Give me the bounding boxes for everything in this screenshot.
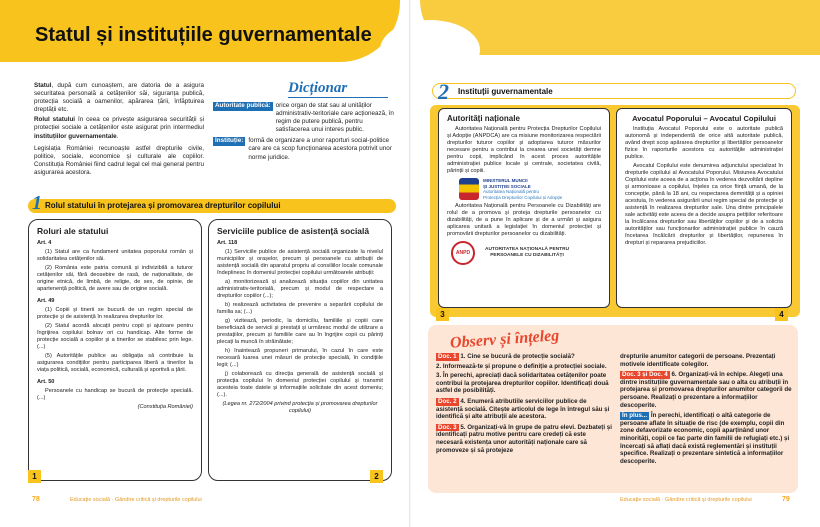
intro-text: Statul, după cum cunoaștem, are datoria de a asigura securitatea personală a cetățenilor săi, siguranța publică, protecția socială a oamenilor, apărarea țării, înfăptuirea dreptății etc. Rolul statului în ceea ce privește asigurarea securității și protecției sociale a cetățenilor este asigurat prin intermediul instituțiilor guvernamentale. Legislația României recunoaște astfel drepturile civile, politice, sociale, economice și culturale ale copiilor. Constituția României fiind cadrul legal cel mai general pentru asigurarea acestora. (34, 82, 204, 176)
dictionar-title: Dicționar (288, 80, 388, 98)
doc34-tag: Doc. 3 și Doc. 4 (622, 371, 668, 379)
art49-1: (1) Copiii și tinerii se bucură de un regim special de protecție și de asistență în realizarea drepturilor lor. (37, 307, 193, 320)
observ-title: Observ și înțeleg (449, 327, 560, 352)
dict-def-2: formă de organizare a unor raporturi social-politice care are ca scop funcționarea acestora potrivit unor norme juridice. (248, 137, 392, 161)
intro-p1-bold: Statul (34, 82, 52, 89)
logo1-line1: MINISTERUL MUNCII (483, 178, 528, 183)
art50-label: Art. 50 (37, 379, 55, 385)
art118-a: a) monitorizează și analizează situația copiilor din unitatea administrativ-teritorială, precum și modul de respectare a drepturilor copiilor (...); (217, 279, 383, 299)
art49-label: Art. 49 (37, 298, 55, 304)
doc3-tag: Doc. 3 (438, 423, 457, 431)
section2-number: 2 (438, 79, 449, 104)
section1-number: 1 (32, 192, 42, 214)
box3-p1: Autoritatea Națională pentru Protecția Drepturilor Copilului și Adopție (ANPDCA) are ca misiune monitorizarea respectării drepturilor tuturor copiilor și adoptarea tuturor măsurilor necesare pentru a contribui la crearea unei societăți demne pentru copii, implicând în acest proces autoritățile administrației publice locale și centrale, societatea civilă, părinții și copiii. (447, 126, 601, 174)
page-title: Statul și instituțiile guvernamentale (35, 24, 372, 46)
box4-p1: Instituția Avocatul Poporului este o autoritate publică autonomă și independentă de orice altă autoritate publică, având drept scop apărarea drepturilor și libertăților persoanelor fizice în raporturile acestora cu autoritățile administrației publice. (625, 126, 783, 160)
header-white-curve (380, 20, 480, 80)
box2-source: (Legea nr. 272/2004 privind protecția și promovarea drepturilor copilului) (222, 401, 378, 414)
logo2-line2: PERSOANELE CU DIZABILITĂȚI (490, 253, 564, 258)
art118-h: h) înaintează propuneri primarului, în cazul în care este necesară luarea unei măsuri de protecție specială, în condițiile legii; (...) (217, 348, 383, 368)
doc2-q: 4. Enumeră atributiile serviciilor publice de asistență socială. Citește articolul de lege în întregul său și identifică și alte atribuții ale acestora. (436, 397, 610, 421)
logo1-line4: Protecția Drepturilor Copilului și Adopție (483, 194, 563, 200)
intro-p2: în ceea ce privește asigurarea securității și protecției sociale a cetățenilor este asigurat prin intermediul (34, 116, 204, 132)
doc1-q1: 1. Cine se bucură de protecție socială? (460, 353, 575, 360)
anpd-logo (451, 241, 601, 265)
logo2-line1: AUTORITATEA NAȚIONALĂ PENTRU (485, 247, 570, 252)
intro-p3: Legislația României recunoaște astfel drepturile civile, politice, sociale, economice și culturale ale copiilor. Constituția României fiind cadrul legal cel mai general pentru asigurarea acestora. (34, 144, 204, 176)
art49-2: (2) Statul acordă alocații pentru copii și ajutoare pentru îngrijirea copilului bolnav ori cu handicap. Alte forme de protecție socială a copiilor și a tinerilor se stabilesc prin lege. (...) (37, 323, 193, 350)
header-band-right (420, 0, 820, 55)
plus-text: În perechi, identificați o altă categorie de persoane aflate în situație de risc (de exemplu, copii din zone defavorizate economic, copii aparținând unor minorități, copii ce fac parte din familii de refugiați etc.) și încercați să aflați dacă există reglementări și instituții specifice. Realizați o prezentare sintetică a informațiilor descoperite. (620, 412, 790, 465)
intro-p1: , după cum cunoaștem, are datoria de a asigura securitatea personală a cetățenilor săi, siguranța publică, protecția socială a oamenilor, apărarea țării, înfăptuirea dreptății etc. (34, 82, 204, 114)
art118-b: b) realizează activitatea de prevenire a separării copilului de familia sa; (...) (217, 302, 383, 315)
observ-right-col (620, 353, 792, 467)
box4-number: 4 (775, 308, 788, 321)
plus-tag: În plus... (622, 412, 648, 420)
box2-number: 2 (370, 470, 383, 483)
intro-p2-bold2: instituțiilor guvernamentale (34, 132, 117, 140)
anpdca-logo (459, 178, 601, 200)
art118-label: Art. 118 (217, 240, 238, 246)
box3-number: 3 (436, 308, 449, 321)
art49-5: (5) Autoritățile publice au obligația să contribuie la asigurarea condițiilor pentru participarea liberă a tinerilor la viața politică, socială, economică, culturală și sportivă a țării. (37, 353, 193, 373)
dict-term-1: Autoritate publică: (215, 102, 271, 109)
dictionar-panel (213, 80, 395, 190)
doc34-q: 6. Organizați-vă în echipe. Alegeți una dintre instituțiile guvernamentale sau o alta cu atribuții în protejarea și promovarea drepturilor anumitor categorii de persoane. Realizați o prezentare a informațiilor descoperite. (620, 371, 792, 409)
dict-term-2: Instituție: (215, 137, 244, 145)
box4-p2: Avocatul Copilului este denumirea adjunctului specializat în drepturile copilului al Avocatului Poporului. Misiunea Avocatului Copilului este aceea de a acționa în vederea dezvoltării depline și armonioase a copilului, înțeles ca orice ființă umană, de la concepție, până la 18 ani, cu respectarea demnității și a opiniei acestuia, în vederea asigurării unui regim special de protecție și asistență în realizarea drepturilor sale. Una dintre principalele sale activități este aceea de a decide asupra petițiilor referitoare la încălcarea drepturilor sau libertăților copiilor și de a solicita autorităților sau funcționarilor administrației publice în cauză încetarea încălcării drepturilor și libertăților, repunerea în drepturi și repararea prejudiciilor. (625, 163, 783, 246)
box1-source: (Constituția României) (137, 404, 193, 410)
footer-right-page: 79 (782, 496, 790, 503)
box-servicii-publice (208, 219, 392, 481)
art4-2: (2) România este patria comună și indivizibilă a tuturor cetățenilor săi, fără deosebire de rasă, de naționalitate, de origine etnică, de limbă, de religie, de sex, de opinie, de apartenență politică, de avere sau de origine socială. (37, 265, 193, 292)
box1-title: Roluri ale statului (37, 226, 109, 236)
art4-label: Art. 4 (37, 240, 52, 246)
footer-right-text: Educație socială · Gândire critică și drepturile copilului (620, 497, 752, 503)
doc1-q2: 2. Informează-te și propune o definiție a protecției sociale. (436, 362, 607, 370)
anpd-emblem-icon: ANPD (451, 241, 475, 265)
box-roluri-statului (28, 219, 202, 481)
doc1-tag: Doc. 1 (438, 353, 457, 360)
intro-p2-bold: Rolul statului (34, 116, 76, 124)
box4-title: Avocatul Poporului – Avocatul Copilului (632, 114, 776, 123)
coat-of-arms-icon (459, 178, 479, 200)
box-autoritati-nationale (438, 108, 610, 308)
box3-p2: Autoritatea Națională pentru Persoanele cu Dizabilități are rolul de a promova și proteja drepturile persoanelor cu dizabilități, de a pune în aplicare și de a urmări și asigura aplicarea unitară a legislației în domeniul protecției și promovării drepturilor persoanelor cu dizabilități. (447, 203, 601, 237)
doc2-tag: Doc. 2 (438, 397, 457, 405)
section1-title: Rolul statului în protejarea și promovarea drepturilor copilului (45, 201, 281, 210)
art118-1: (1) Serviciile publice de asistență socială organizate la nivelul municipiilor și orașelor, precum și persoanele cu atribuții de asistență socială din aparatul propriu al consiliilor locale comunale îndeplinesc în domeniul protecției copilului următoarele atribuții: (217, 249, 383, 276)
doc3-q: 5. Organizați-vă în grupe de patru elevi. Dezbateți și identificați patru motive pentru care credeți că este necesară existența unor autorități naționale care să promoveze și să protejeze (436, 423, 612, 454)
footer-left-page: 78 (32, 496, 40, 503)
art4-1: (1) Statul are ca fundament unitatea poporului român și solidaritatea cetățenilor săi. (37, 249, 193, 262)
art50-1: Persoanele cu handicap se bucură de protecție specială. (...) (37, 388, 193, 401)
box-avocatul-poporului (616, 108, 792, 308)
doc3-q-cont: drepturile anumitor categorii de persoane. Prezentați motivele identificate colegilor. (620, 353, 776, 368)
section2-title: Instituții guvernamentale (458, 87, 553, 96)
art118-j: j) colaborează cu direcția generală de asistență socială și protecția copilului în domeniul protecției copilului și transmit acesteia toate datele și informațiile solicitate din acest domeniu; (...). (217, 371, 383, 398)
dict-def-1: orice organ de stat sau al unităților administrativ-teritoriale care acționează, în regim de putere publică, pentru satisfacerea unui interes public. (275, 102, 394, 134)
observ-left-col (436, 353, 614, 456)
art118-g: g) vizitează, periodic, la domiciliu, familiile și copiii care beneficiază de servicii și prestații și urmăresc modul de utilizare a prestațiilor, precum și familiile care au în îngrijire copii cu părinți plecați la muncă în străinătate; (217, 318, 383, 345)
logo1-line2: ȘI JUSTIȚIEI SOCIALE (483, 183, 531, 189)
doc1-q3: 3. În perechi, apreciați dacă solidaritatea cetățenilor poate contribui la protejarea drepturilor copiilor. Identificați două astfel de posibilități. (436, 372, 609, 395)
logo1-line3: Autoritatea Națională pentru (483, 189, 540, 194)
box1-number: 1 (28, 470, 41, 483)
box2-title: Serviciile publice de asistență socială (217, 226, 370, 236)
box3-title: Autorități naționale (447, 114, 520, 123)
footer-left-text: Educație socială · Gândire critică și drepturile copilului (70, 497, 202, 503)
spine-shadow (409, 0, 411, 527)
